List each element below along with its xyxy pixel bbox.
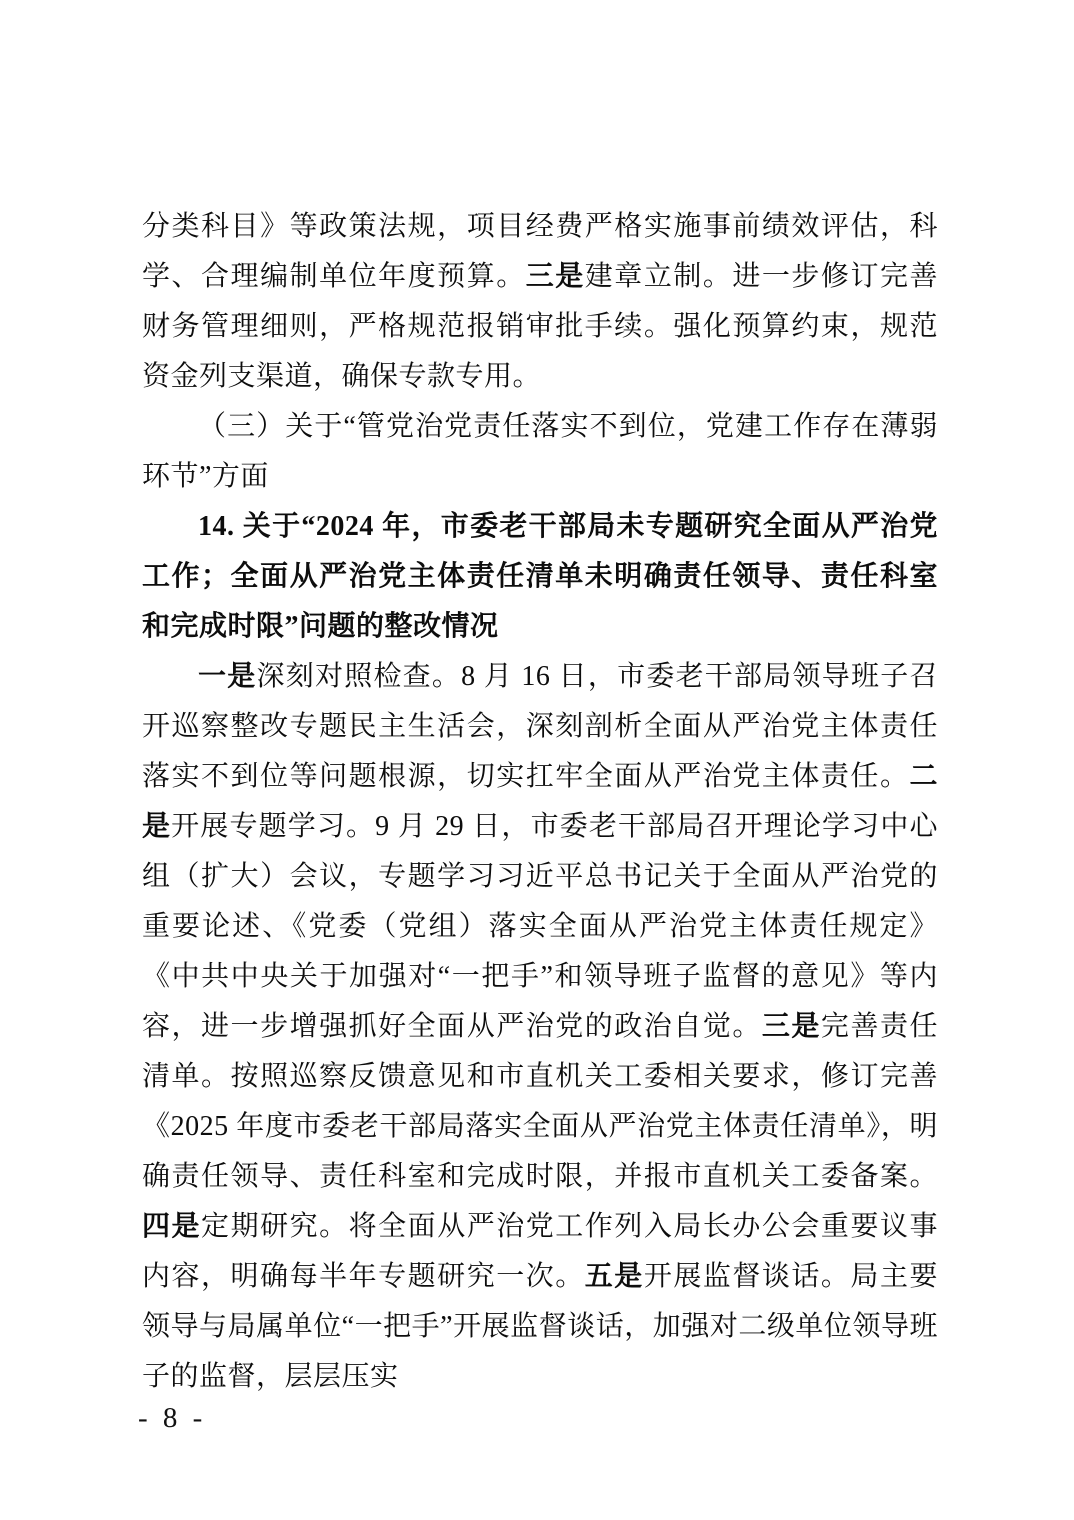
text-segment-bold: 14. 关于“2024 年，市委老干部局未专题研究全面从严治党工作；全面从严治党主体责任清单未明确责任领导、责任科室和完成时限”问题的整改情况: [142, 511, 938, 642]
document-body: [142, 202, 938, 1402]
text-segment: 建章立制。进一步修订完善财务管理细则，严格规范报销审批手续。强化预算约束，规范资金列支渠道，确保专款专用。: [142, 261, 938, 392]
text-segment: 深刻对照检查。8 月 16 日，市委老干部局领导班子召开巡察整改专题民主生活会，深刻剖析全面从严治党主体责任落实不到位等问题根源，切实扛牢全面从严治党主体责任。: [142, 661, 938, 792]
text-segment-bold: 五是: [584, 1261, 644, 1292]
text-segment-bold: 二是: [142, 761, 938, 842]
text-segment-bold: 三是: [525, 261, 585, 292]
text-segment: 完善责任清单。按照巡察反馈意见和市直机关工委相关要求，修订完善《2025 年度市委老干部局落实全面从严治党主体责任清单》，明确责任领导、责任科室和完成时限，并报市直机关工委备案。: [142, 1011, 938, 1192]
para-rectification-measures: [142, 652, 938, 1402]
page-number: - 8 -: [138, 1402, 207, 1434]
heading-section-three: [142, 402, 938, 502]
text-segment: 开展监督谈话。局主要领导与局属单位“一把手”开展监督谈话，加强对二级单位领导班子的监督，层层压实: [142, 1261, 938, 1392]
text-segment: 定期研究。将全面从严治党工作列入局长办公会重要议事内容，明确每半年专题研究一次。: [142, 1211, 938, 1292]
para-finance-continuation: [142, 202, 938, 402]
text-segment: （三）关于“管党治党责任落实不到位，党建工作存在薄弱环节”方面: [142, 411, 938, 492]
text-segment-bold: 一是: [198, 661, 257, 692]
heading-item-14: [142, 502, 938, 652]
text-segment-bold: 四是: [142, 1211, 202, 1242]
text-segment-bold: 三是: [761, 1011, 821, 1042]
text-segment: 分类科目》等政策法规，项目经费严格实施事前绩效评估，科学、合理编制单位年度预算。: [142, 211, 938, 292]
text-segment: 开展专题学习。9 月 29 日，市委老干部局召开理论学习中心组（扩大）会议，专题学习习近平总书记关于全面从严治党的重要论述、《党委（党组）落实全面从严治党主体责任规定》《中共中央关于加强对“一把手”和领导班子监督的意见》等内容，进一步增强抓好全面从严治党的政治自觉。: [142, 811, 938, 1042]
